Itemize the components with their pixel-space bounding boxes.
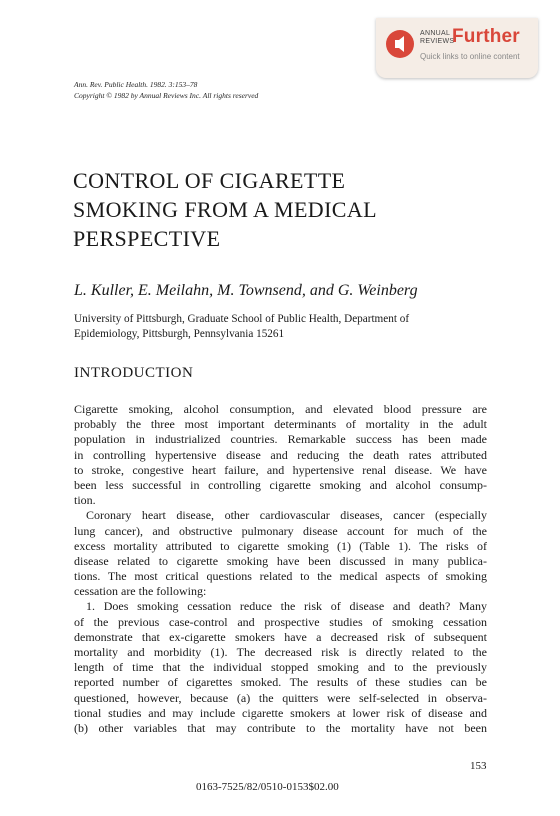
body-line: disease related to cigarette smoking have been discussed in many publica- — [74, 553, 487, 568]
citation-line: Ann. Rev. Public Health. 1982. 3:153–78 — [74, 80, 198, 89]
body-line: tions. The most critical questions related to the medical aspects of smoking — [74, 569, 487, 584]
body-text — [74, 402, 487, 736]
body-line: probably the three most important determinants of mortality in the adult — [74, 417, 487, 432]
affiliation — [74, 312, 409, 341]
annual-reviews-wordmark: ANNUAL REVIEWS — [420, 30, 455, 45]
body-line: cessation are the following: — [74, 584, 207, 599]
body-line: (b) other variables that may contribute to the mortality have not been — [74, 720, 487, 735]
body-line: Coronary heart disease, other cardiovascular diseases, cancer (especially — [86, 508, 487, 523]
title-line: SMOKING FROM A MEDICAL — [73, 197, 378, 222]
body-line: 1. Does smoking cessation reduce the risk of disease and death? Many — [86, 599, 487, 614]
body-line: of the previous case-control and prospective studies of smoking cessation — [74, 614, 487, 629]
speaker-arrow-icon — [386, 30, 414, 58]
copyright-line: Copyright © 1982 by Annual Reviews Inc. All rights reserved — [74, 90, 259, 100]
body-line: mortality and morbidity (1). The decreased risk is directly related to the — [74, 645, 487, 659]
body-line: reported number of cigarettes smoked. The results of these studies can be — [74, 675, 487, 690]
body-line: population in industrialized countries. Remarkable success has been made — [74, 432, 487, 447]
body-line: in controlling hypertensive disease and reducing the death rates attributed — [74, 447, 487, 462]
body-line: demonstrate that ex-cigarette smokers have a decreased risk of subsequent — [74, 629, 487, 644]
section-heading: INTRODUCTION — [74, 365, 194, 381]
affiliation-line: University of Pittsburgh, Graduate School of Public Health, Department of — [74, 313, 410, 325]
body-line: excess mortality attributed to cigarette smoking (1) (Table 1). The risks of — [74, 538, 487, 553]
body-line: tional studies and may include cigarette smokers at lower risk of disease and — [74, 705, 487, 720]
title-line: PERSPECTIVE — [73, 226, 221, 251]
authors: L. Kuller, E. Meilahn, M. Townsend, and G. Weinberg — [74, 282, 418, 299]
further-badge[interactable] — [376, 18, 538, 78]
affiliation-line: Epidemiology, Pittsburgh, Pennsylvania 15261 — [74, 327, 285, 340]
quick-links-text: Quick links to online content — [420, 52, 520, 61]
body-line: been less successful in controlling cigarette smoking and alcohol consump- — [74, 477, 487, 492]
body-line: Cigarette smoking, alcohol consumption, and elevated blood pressure are — [74, 402, 487, 416]
body-line: questioned, however, because (a) the quitters were self-selected in observa- — [74, 690, 487, 705]
further-label: Further — [452, 26, 520, 47]
citation — [74, 80, 258, 101]
body-line: length of time that the individual stopped smoking and to the previously — [74, 660, 487, 675]
body-line: tion. — [74, 493, 96, 508]
article-title — [73, 166, 377, 253]
body-line: to stroke, congestive heart failure, and hypertensive renal disease. We have — [74, 462, 487, 477]
body-line: lung cancer), and obstructive pulmonary disease account for much of the — [74, 523, 487, 538]
title-line: CONTROL OF CIGARETTE — [73, 168, 346, 193]
footer-code: 0163-7525/82/0510-0153$02.00 — [196, 781, 339, 793]
page-number: 153 — [470, 760, 487, 772]
